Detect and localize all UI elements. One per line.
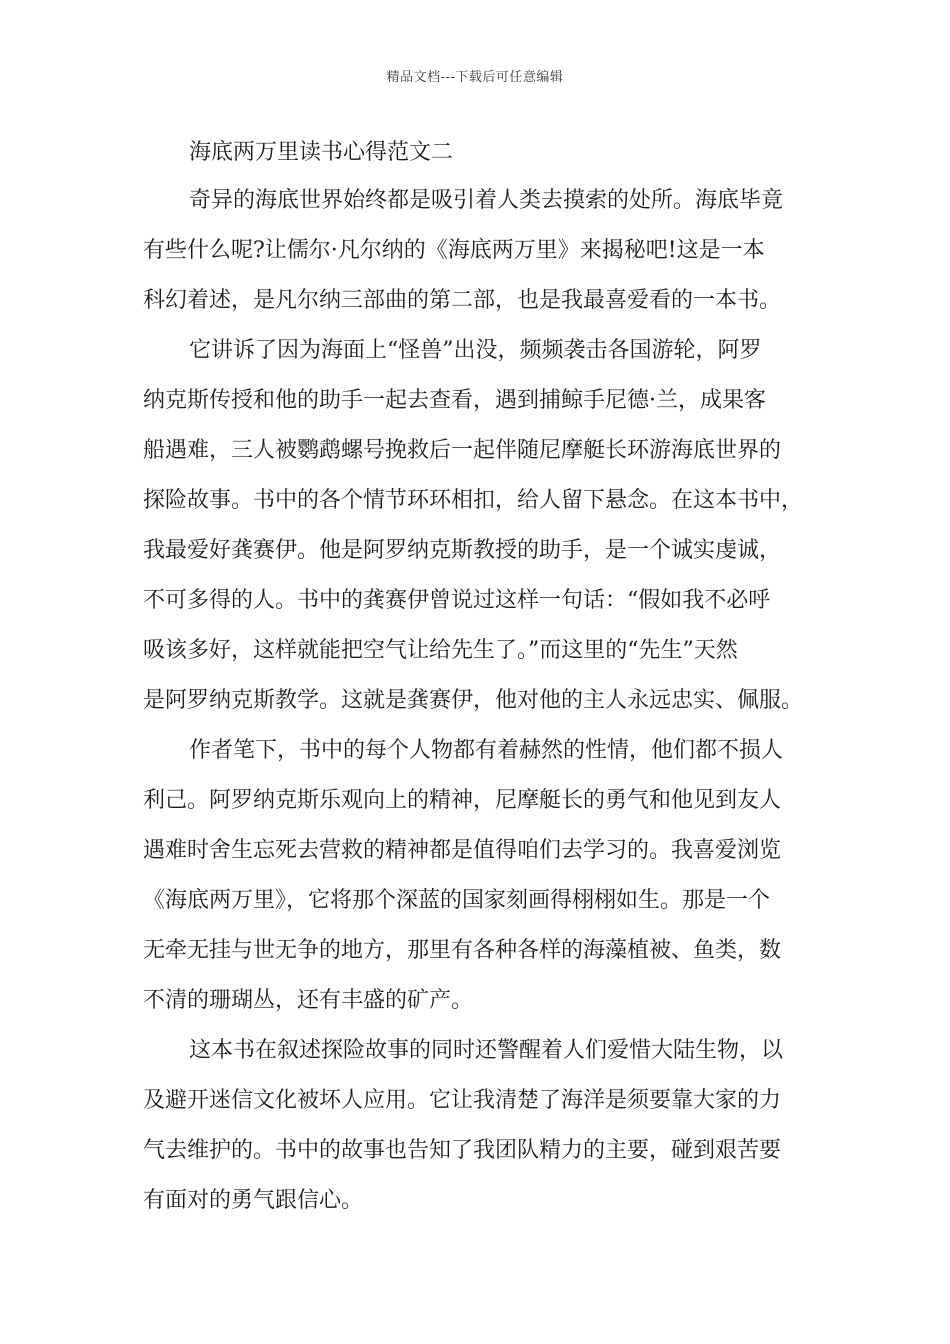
paragraph-3-line-5: 无牵无挂与世无争的地方，那里有各种各样的海藻植被、鱼类，数	[143, 938, 782, 963]
paragraph-2-line-1: 它讲诉了因为海面上“怪兽”出没，频频袭击各国游轮，阿罗	[189, 338, 762, 363]
paragraph-3-line-6: 不清的珊瑚丛，还有丰盛的矿产。	[143, 988, 474, 1013]
paragraph-4-line-3: 气去维护的。书中的故事也告知了我团队精力的主要，碰到艰苦要	[143, 1138, 782, 1163]
page-header: 精品文档---下载后可任意编辑	[386, 70, 564, 85]
paragraph-4-line-2: 及避开迷信文化被坏人应用。它让我清楚了海洋是须要靠大家的力	[143, 1088, 782, 1113]
document-title: 海底两万里读书心得范文二	[189, 140, 454, 165]
paragraph-3-line-1: 作者笔下，书中的每个人物都有着赫然的性情，他们都不损人	[189, 738, 784, 763]
paragraph-3-line-2: 利己。阿罗纳克斯乐观向上的精神，尼摩艇长的勇气和他见到友人	[143, 788, 782, 813]
paragraph-1-line-1: 奇异的海底世界始终都是吸引着人类去摸索的处所。海底毕竟	[189, 188, 784, 213]
paragraph-2-line-7: 吸该多好，这样就能把空气让给先生了。”而这里的“先生”天然	[143, 638, 738, 663]
paragraph-1-line-2: 有些什么呢?让儒尔·凡尔纳的《海底两万里》来揭秘吧!这是一本	[143, 238, 765, 263]
document-body	[143, 176, 823, 1226]
paragraph-2-line-3: 船遇难，三人被鹦鹉螺号挽救后一起伴随尼摩艇长环游海底世界的	[143, 438, 782, 463]
paragraph-3-line-4: 《海底两万里》，它将那个深蓝的国家刻画得栩栩如生。那是一个	[143, 888, 771, 913]
paragraph-2-line-5: 我最爱好龚赛伊。他是阿罗纳克斯教授的助手，是一个诚实虔诚，	[143, 538, 782, 563]
paragraph-2-line-8: 是阿罗纳克斯教学。这就是龚赛伊，他对他的主人永远忠实、佩服。	[143, 688, 804, 713]
paragraph-2-line-6: 不可多得的人。书中的龚赛伊曾说过这样一句话：“假如我不必呼	[143, 588, 771, 613]
paragraph-3-line-3: 遇难时舍生忘死去营救的精神都是值得咱们去学习的。我喜爱浏览	[143, 838, 782, 863]
paragraph-4-line-4: 有面对的勇气跟信心。	[143, 1188, 364, 1213]
paragraph-1-line-3: 科幻着述，是凡尔纳三部曲的第二部，也是我最喜爱看的一本书。	[143, 288, 782, 313]
paragraph-2-line-2: 纳克斯传授和他的助手一起去查看，遇到捕鲸手尼德·兰，成果客	[143, 388, 766, 413]
paragraph-4-line-1: 这本书在叙述探险故事的同时还警醒着人们爱惜大陆生物，以	[189, 1038, 784, 1063]
paragraph-2-line-4: 探险故事。书中的各个情节环环相扣，给人留下悬念。在这本书中，	[143, 488, 804, 513]
